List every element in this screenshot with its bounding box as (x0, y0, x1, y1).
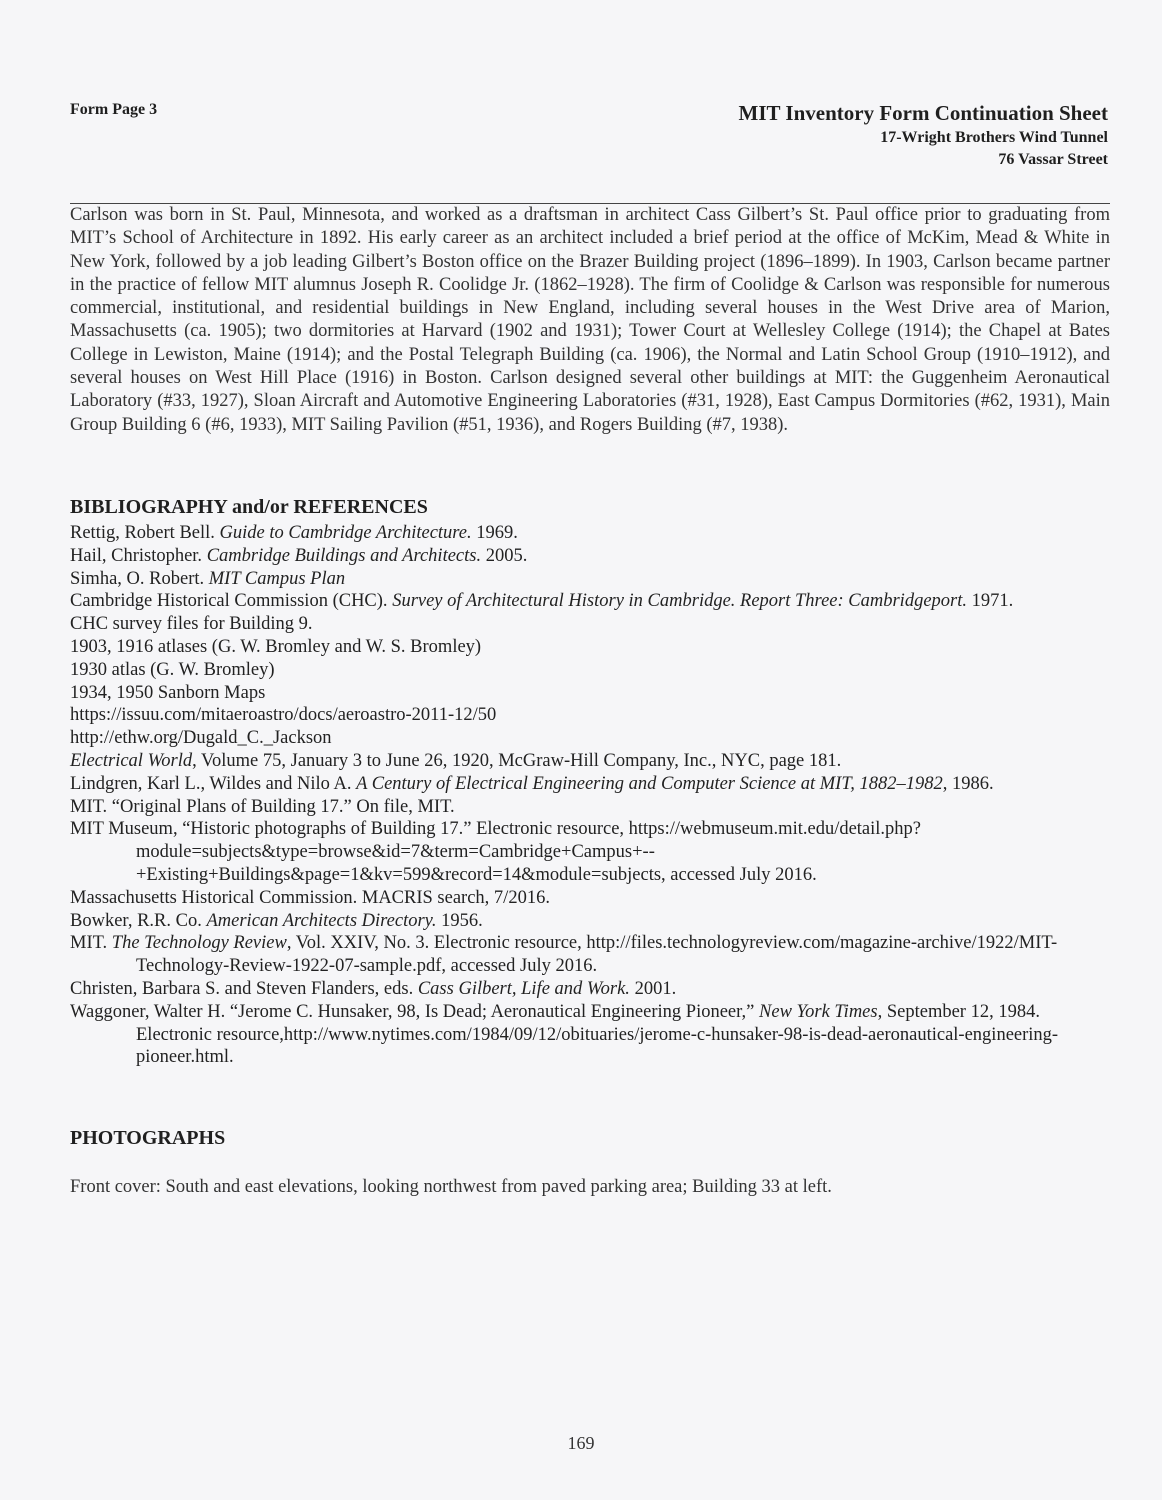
bibliography-entry: Rettig, Robert Bell. Guide to Cambridge Architecture. 1969. (70, 523, 518, 543)
bibliography-entry: Lindgren, Karl L., Wildes and Nilo A. A Century of Electrical Engineering and Computer Science at MIT, 1882–1982, 1986. (70, 773, 994, 794)
bibliography-entry: Hail, Christopher. Cambridge Buildings and Architects. 2005. (70, 545, 528, 566)
bibliography-entry: 1930 atlas (G. W. Bromley) (70, 659, 275, 680)
page-number: 169 (567, 1433, 595, 1453)
bibliography-entry: MIT. The Technology Review, Vol. XXIV, No. 3. Electronic resource, http://files.technologyreview.com/magazine-archive/1922/MIT-Technology-Review-1922-07-sample.pdf, accessed July 2016. (70, 933, 1058, 977)
bibliography-entry: Cambridge Historical Commission (CHC). Survey of Architectural History in Cambridge. Report Three: Cambridgeport. 1971. (70, 591, 1014, 612)
bibliography-entry: Bowker, R.R. Co. American Architects Directory. 1956. (70, 910, 483, 931)
bibliography-entry: 1934, 1950 Sanborn Maps (70, 682, 266, 703)
bibliography-entry: http://ethw.org/Dugald_C._Jackson (70, 728, 332, 749)
bibliography-entry: Waggoner, Walter H. “Jerome C. Hunsaker, 98, Is Dead; Aeronautical Engineering Pioneer,” New York Times, September 12, 1984. Electronic resource,http://www.nytimes.com/1984/09/12/obituaries/jerome-c-hunsaker-98-is-dead-aeronautical-engineering-pioneer.html. (70, 1001, 1059, 1068)
form-page-label: Form Page 3 (70, 101, 158, 118)
bibliography-entry: CHC survey files for Building 9. (70, 614, 313, 635)
sheet-title: MIT Inventory Form Continuation Sheet (738, 101, 1108, 125)
bibliography-entry: MIT. “Original Plans of Building 17.” On file, MIT. (70, 796, 455, 817)
photo-caption: Front cover: South and east elevations, looking northwest from paved parking area; Building 33 at left. (70, 1177, 832, 1197)
bibliography-entry: 1903, 1916 atlases (G. W. Bromley and W. S. Bromley) (70, 636, 482, 657)
header-block (739, 99, 1108, 171)
bibliography-entry: https://issuu.com/mitaeroastro/docs/aeroastro-2011-12/50 (70, 705, 497, 726)
intro-paragraph: Carlson was born in St. Paul, Minnesota, and worked as a draftsman in architect Cass Gilbert’s St. Paul office prior to graduating from MIT’s School of Architecture in 1892. His early career as an architect included a brief period at the office of McKim, Mead & White in New York, followed by a job leading Gilbert’s Boston office on the Brazer Building project (1896–1899). In 1903, Carlson became partner in the practice of fellow MIT alumnus Joseph R. Coolidge Jr. (1862–1928). The firm of Coolidge & Carlson was responsible for numerous commercial, institutional, and residential buildings in New England, including several houses in the West Drive area of Marion, Massachusetts (ca. 1905); two dormitories at Harvard (1902 and 1931); Tower Court at Wellesley College (1914); the Chapel at Bates College in Lewiston, Maine (1914); and the Postal Telegraph Building (ca. 1906), the Normal and Latin School Group (1910–1912), and several houses on West Hill Place (1916) in Boston. Carlson designed several other buildings at MIT: the Guggenheim Aeronautical Laboratory (#33, 1927), Sloan Aircraft and Automotive Engineering Laboratories (#31, 1928), East Campus Dormitories (#62, 1931), Main Group Building 6 (#6, 1933), MIT Sailing Pavilion (#51, 1936), and Rogers Building (#7, 1938). (70, 205, 1110, 435)
photographs-heading: PHOTOGRAPHS (70, 1127, 226, 1149)
bibliography-entry: Massachusetts Historical Commission. MACRIS search, 7/2016. (70, 887, 550, 908)
bibliography-entry: Christen, Barbara S. and Steven Flanders, eds. Cass Gilbert, Life and Work. 2001. (70, 978, 677, 999)
bibliography-entry: MIT Museum, “Historic photographs of Building 17.” Electronic resource, https://webmuseum.mit.edu/detail.php?module=subjects&type=browse&id=7&term=Cambridge+Campus+--+Existing+Buildings&page=1&kv=599&record=14&module=subjects, accessed July 2016. (70, 819, 922, 885)
bibliography-entry: Simha, O. Robert. MIT Campus Plan (70, 568, 346, 589)
bibliography-entry: Electrical World, Volume 75, January 3 to June 26, 1920, McGraw-Hill Company, Inc., NYC, page 181. (70, 750, 842, 771)
bibliography-list (70, 522, 1110, 1069)
building-address: 76 Vassar Street (998, 151, 1108, 168)
bibliography-heading: BIBLIOGRAPHY and/or REFERENCES (70, 496, 428, 518)
building-name: 17-Wright Brothers Wind Tunnel (880, 129, 1108, 146)
